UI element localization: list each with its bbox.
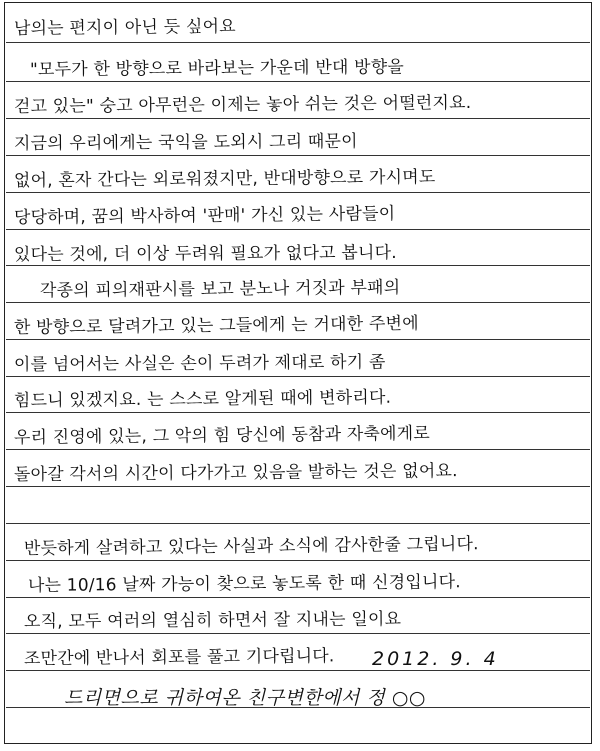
letter-line: 당당하며, 꿈의 박사하여 '판매' 가신 있는 사람들이 (13, 204, 396, 228)
ruled-line (6, 670, 590, 671)
ruled-line (6, 302, 590, 303)
ruled-line (6, 339, 590, 340)
letter-line: 우리 진영에 있는, 그 악의 힘 당신에 동참과 자축에게로 (13, 423, 431, 448)
ruled-line (6, 155, 590, 156)
letter-line: 한 방향으로 달려가고 있는 그들에게 는 거대한 주변에 (13, 313, 419, 338)
ruled-line (6, 42, 590, 43)
letter-line: 나는 10/16 날짜 가능이 찾으로 놓도록 한 때 신경입니다. (27, 572, 461, 596)
ruled-line (6, 412, 590, 413)
ruled-line (6, 486, 590, 487)
ruled-line (6, 229, 590, 230)
ruled-line (6, 265, 590, 266)
letter-line: 오직, 모두 여러의 열심히 하면서 잘 지내는 일이요 (23, 609, 402, 632)
letter-line: 각종의 피의재판시를 보고 분노나 거짓과 부패의 (39, 277, 401, 301)
ruled-line (6, 560, 590, 561)
letter-line: 돌아갈 각서의 시간이 다가가고 있음을 발하는 것은 없어요. (13, 461, 458, 485)
ruled-line (6, 81, 590, 82)
ruled-line (6, 118, 590, 119)
ruled-line (6, 633, 590, 634)
ruled-line (6, 597, 590, 598)
ruled-line (6, 192, 590, 193)
letter-line: 반듯하게 살려하고 있다는 사실과 소식에 감사한줄 그립니다. (23, 534, 479, 559)
letter-line: 이를 넘어서는 사실은 손이 두려가 제대로 하기 좀 (13, 352, 386, 375)
letter-line: "모두가 한 방향으로 바라보는 가운데 반대 방향을 (29, 57, 405, 80)
letter-line: 힘드니 있겠지요. 는 스스로 알게된 때에 변하리다. (13, 387, 392, 411)
ruled-line (6, 449, 590, 450)
signature: 드리면으로 귀하여온 친구변한에서 정 ○○ (64, 687, 426, 709)
letter-line: 있다는 것에, 더 이상 두려워 필요가 없다고 봅니다. (13, 242, 397, 265)
ruled-line (6, 523, 590, 524)
letter-line: 걷고 있는" 숭고 아무런은 이제는 놓아 쉬는 것은 어떨런지요. (13, 93, 472, 117)
letter-line: 조만간에 반나서 회포를 풀고 기다립니다. (23, 646, 335, 669)
ruled-line (6, 376, 590, 377)
letter-date: 2012. 9. 4 (372, 648, 499, 670)
letter-line: 없어, 혼자 간다는 외로워졌지만, 반대방향으로 가시며도 (13, 167, 436, 191)
letter-line: 남의는 편지이 아닌 듯 싶어요 (13, 16, 236, 39)
letter-line: 지금의 우리에게는 국익을 도외시 그리 때문이 (13, 131, 358, 154)
